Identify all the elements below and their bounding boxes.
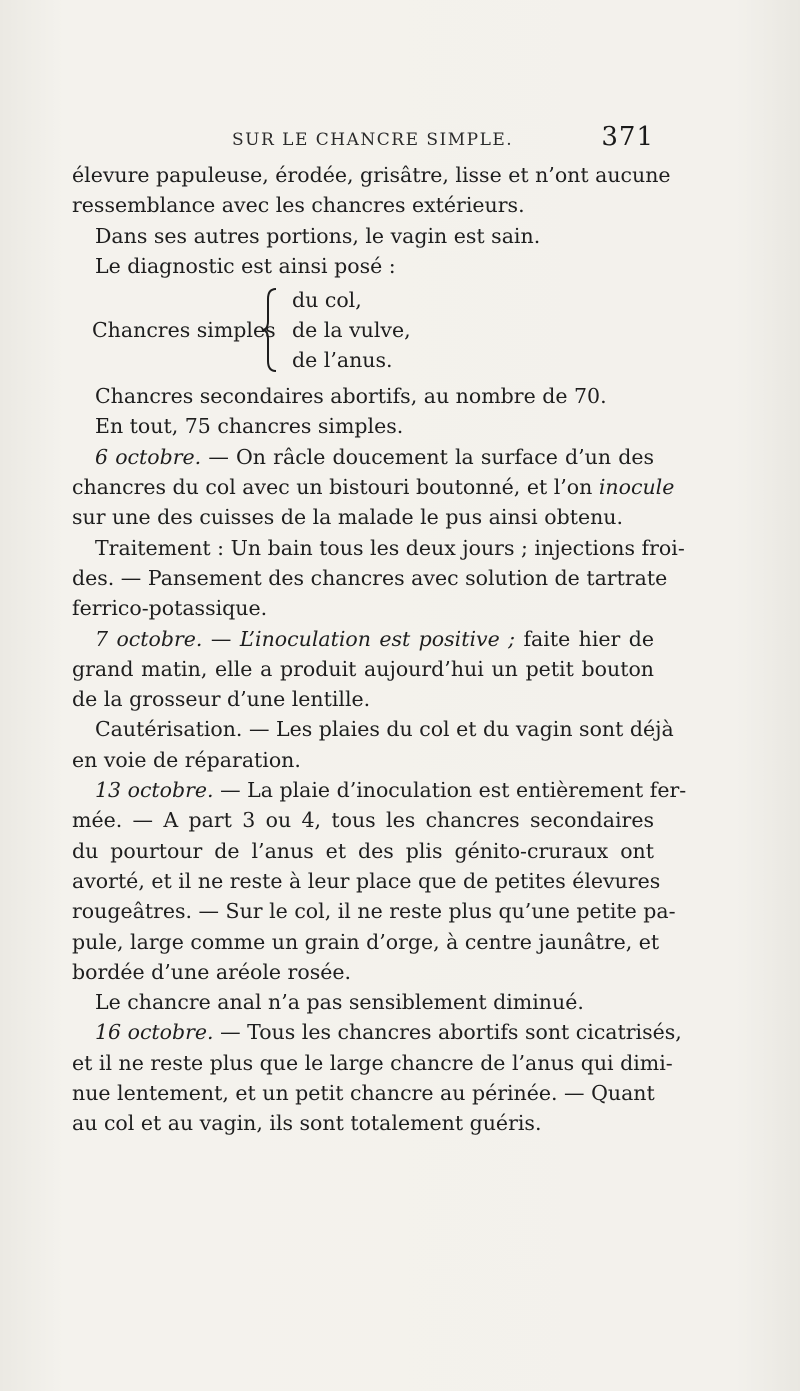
text-line: avorté, et il ne reste à leur place que de petites élevures xyxy=(72,868,661,893)
text-line xyxy=(72,442,654,472)
diagnosis-item: de l’anus. xyxy=(292,348,393,373)
text-line: en voie de réparation. xyxy=(72,747,301,772)
text-line: au col et au vagin, ils sont totalement guéris. xyxy=(72,1111,542,1136)
text-line: ressemblance avec les chancres extérieurs. xyxy=(72,193,525,218)
text-line: rougeâtres. — Sur le col, il ne reste plus qu’une petite pa- xyxy=(72,899,676,924)
text-line: Le chancre anal n’a pas sensiblement diminué. xyxy=(95,990,584,1015)
date-italic: 7 octobre. xyxy=(95,626,203,651)
text-line: des. — Pansement des chancres avec solution de tartrate xyxy=(72,565,668,590)
line-text: chancres du col avec un bistouri boutonné, et l’on xyxy=(72,475,599,500)
line-text: — Tous les chancres abortifs sont cicatrisés, xyxy=(213,1020,682,1045)
text-line: et il ne reste plus que le large chancre de l’anus qui dimi- xyxy=(72,1050,673,1075)
text-line: de la grosseur d’une lentille. xyxy=(72,687,371,712)
line-text: — xyxy=(202,626,240,651)
brace-icon xyxy=(260,287,280,373)
diagnosis-list xyxy=(292,285,411,375)
date-italic: 16 octobre. xyxy=(95,1020,214,1045)
text-line: nue lentement, et un petit chancre au périnée. — Quant xyxy=(72,1081,655,1106)
text-line: Chancres secondaires abortifs, au nombre de 70. xyxy=(95,384,607,409)
page-header xyxy=(72,122,654,156)
emphasis-italic: L’inoculation est positive ; xyxy=(239,626,516,651)
text-line xyxy=(72,1017,682,1047)
diagnosis-block xyxy=(72,285,654,375)
text-line: élevure papuleuse, érodée, grisâtre, lisse et n’ont aucune xyxy=(72,163,671,187)
text-line xyxy=(72,472,675,502)
date-italic: 13 octobre. xyxy=(95,778,214,803)
text-line: mée. — A part 3 ou 4, tous les chancres secondaires xyxy=(72,808,654,833)
date-italic: 6 octobre. xyxy=(95,444,202,469)
text-line: pule, large comme un grain d’orge, à centre jaunâtre, et xyxy=(72,929,660,954)
emphasis-italic: inocule xyxy=(598,475,675,500)
text-line: bordée d’une aréole rosée. xyxy=(72,959,352,984)
line-text: — La plaie d’inoculation est entièrement fer- xyxy=(213,778,687,803)
line-text: faite hier de xyxy=(515,626,654,651)
text-line: Traitement : Un bain tous les deux jours ; injections froi- xyxy=(95,535,685,560)
text-line: Le diagnostic est ainsi posé : xyxy=(95,253,396,278)
line-text: — On râcle doucement la surface d’un des xyxy=(201,444,654,469)
body-text xyxy=(72,160,687,1139)
text-line: En tout, 75 chancres simples. xyxy=(95,414,404,439)
text-line: Cautérisation. — Les plaies du col et du vagin sont déjà xyxy=(95,717,674,742)
diagnosis-label: Chancres simples xyxy=(92,318,276,343)
diagnosis-item: du col, xyxy=(292,288,362,313)
text-line: Dans ses autres portions, le vagin est sain. xyxy=(95,223,541,248)
running-head: SUR LE CHANCRE SIMPLE. xyxy=(232,130,514,150)
text-line xyxy=(72,775,687,805)
text-line: sur une des cuisses de la malade le pus ainsi obtenu. xyxy=(72,505,624,530)
text-line: grand matin, elle a produit aujourd’hui un petit bouton xyxy=(72,656,654,681)
text-line xyxy=(72,624,654,654)
text-line: ferrico-potassique. xyxy=(72,596,268,621)
diagnosis-item: de la vulve, xyxy=(292,318,411,343)
page-number: 371 xyxy=(601,122,654,152)
text-line: du pourtour de l’anus et des plis génito-cruraux ont xyxy=(72,838,654,863)
